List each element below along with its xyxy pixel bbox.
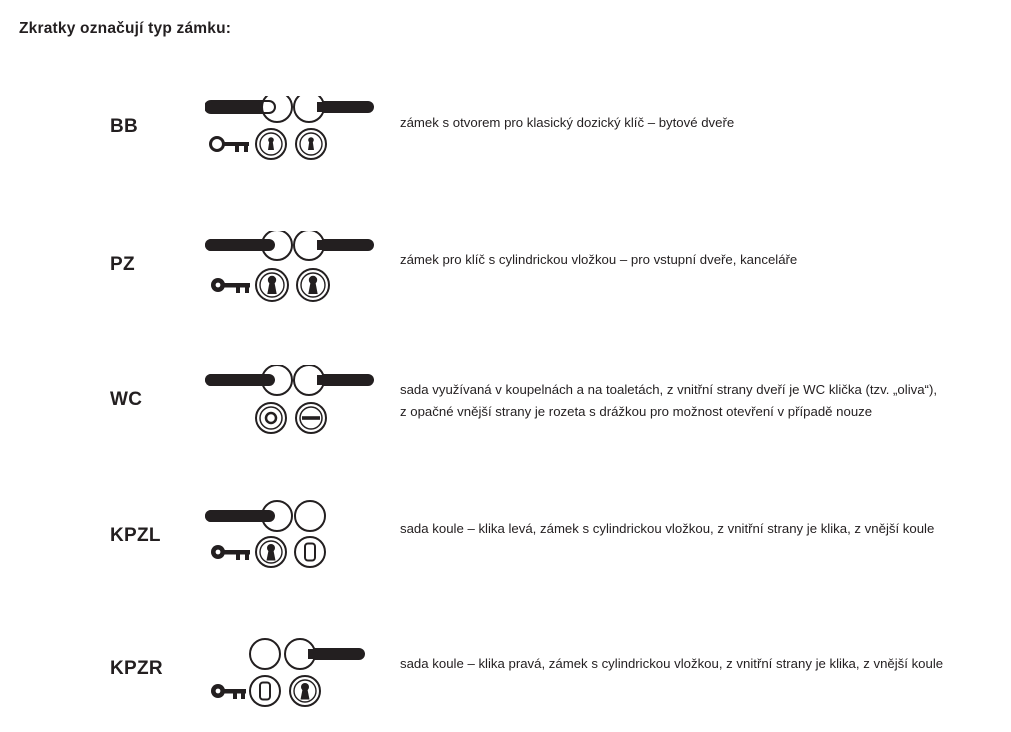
row-code-wc: WC <box>110 389 143 410</box>
row-desc-kpzl <box>400 518 934 540</box>
row-desc-bb <box>400 112 734 134</box>
row-desc-kpzr <box>400 653 943 675</box>
knob-left-kpzl-icon <box>205 500 385 580</box>
row-desc-wc-line2: z opačné vnější strany je rozeta s drážkou pro možnost otevření v případě nouze <box>400 404 873 419</box>
row-code-kpzl: KPZL <box>110 525 161 546</box>
row-desc-pz-line1: zámek pro klíč s cylindrickou vložkou – pro vstupní dveře, kanceláře <box>400 252 798 267</box>
handle-pair-pz-icon <box>205 231 385 311</box>
row-desc-wc-line1: sada využívaná v koupelnách a na toaletách, z vnitřní strany dveří je WC klička (tzv. „oliva“), <box>400 382 938 397</box>
row-code-bb: BB <box>110 116 139 137</box>
row-desc-pz <box>400 249 797 271</box>
row-desc-kpzr-line1: sada koule – klika pravá, zámek s cylindrickou vložkou, z vnitřní strany je klika, z vnější koule <box>400 656 944 671</box>
knob-right-kpzr-icon <box>205 633 385 713</box>
row-desc-bb-line1: zámek s otvorem pro klasický dozický klíč – bytové dveře <box>400 115 735 130</box>
handle-pair-bb-icon <box>205 96 385 171</box>
row-code-kpzr: KPZR <box>110 658 163 679</box>
handle-pair-wc-icon <box>205 365 385 445</box>
row-code-pz: PZ <box>110 254 135 275</box>
page-title: Zkratky označují typ zámku: <box>19 20 232 37</box>
row-desc-kpzl-line1: sada koule – klika levá, zámek s cylindrickou vložkou, z vnitřní strany je klika, z vnější koule <box>400 521 935 536</box>
row-desc-wc <box>400 379 937 423</box>
